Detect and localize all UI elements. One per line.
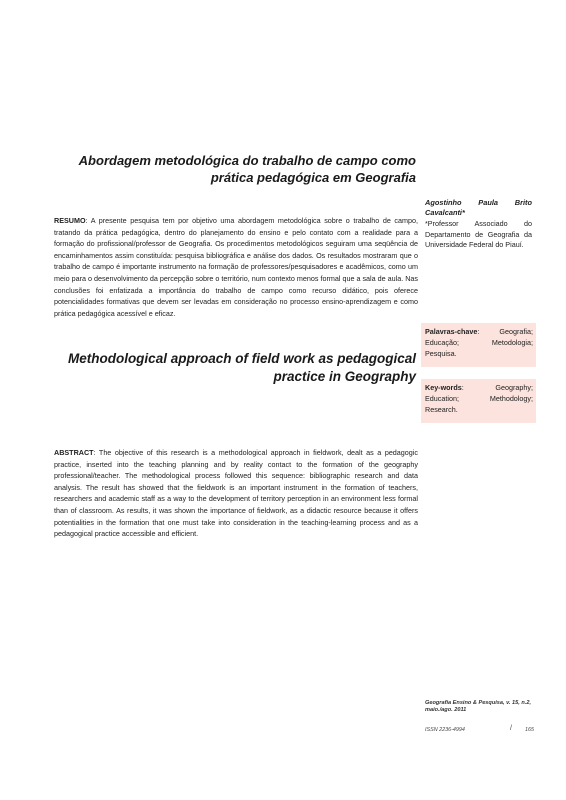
keywords-pt-label: Palavras-chave: [425, 327, 478, 336]
title-portuguese: Abordagem metodológica do trabalho de campo como prática pedagógica em Geografia: [78, 153, 416, 185]
page-number: 165: [525, 727, 534, 733]
resumo-paragraph: [54, 215, 418, 319]
journal-citation: Geografia Ensino & Pesquisa, v. 15, n.2, maio./ago. 2011: [425, 700, 532, 713]
author-name-line2: Cavalcanti*: [425, 208, 465, 217]
keywords-english: [421, 379, 536, 423]
issn-label: ISSN 2236-4994: [425, 727, 465, 733]
author-name-line1: Agostinho Paula Brito: [425, 198, 532, 207]
author-name: [425, 198, 532, 218]
abstract-paragraph: [54, 447, 418, 540]
keywords-portuguese: [421, 323, 536, 367]
keywords-pt-text: : Geografia; Educação; Metodologia; Pesquisa.: [425, 327, 533, 358]
footer-separator: /: [510, 725, 512, 732]
author-affiliation: *Professor Associado do Departamento de Geografia da Universidade Federal do Piauí.: [425, 219, 532, 250]
resumo-text: : A presente pesquisa tem por objetivo uma abordagem metodológica sobre o trabalho de campo, tratando da prática pedagógica, dentro do planejamento do ensino e pelo contato com a realidade para a formação do profissional/professor de Geografia. Os procedimentos metodológicos seguiram uma seqüência de encaminhamentos assim constituída: pesquisa bibliográfica e análise dos dados. Os resultados mostraram que o trabalho de campo é importante instrumento na formação de professores/pesquisadores e acadêmicos, como um meio para o desenvolvimento da percepção sobre o território, num contexto menos formal que a sala de aula. Nas conclusões foi enfatizada a importância do trabalho de campo como recurso didático, pois oferece potencialidades formativas que devem ser levadas em consideração no processo ensino-aprendizagem e como prática pedagógica acessível e eficaz.: [54, 216, 418, 318]
abstract-label: ABSTRACT: [54, 448, 94, 457]
resumo-label: RESUMO: [54, 216, 86, 225]
abstract-text: : The objective of this research is a methodological approach in fieldwork, dealt as a pedagogic practice, inserted into the teaching planning and by reality contact to the formation of the geography professional/teacher. The methodological process followed this sequence: bibliographic research and data analysis. The result has showed that the fieldwork is an important instrument in the formation of teachers, researchers and academic staff as a way to the development of territory perception in an environment less formal than of classroom. As results, it was shown the importance of fieldwork, as a didactic resource because it offers potentialities in the formation that one must take into consideration in the teaching-learning process and as a pedagogical practice accessible and efficient.: [54, 448, 418, 539]
keywords-en-label: Key-words: [425, 383, 462, 392]
title-english: Methodological approach of field work as pedagogical practice in Geography: [67, 351, 416, 384]
keywords-en-text: : Geography; Education; Methodology; Research.: [425, 383, 533, 414]
